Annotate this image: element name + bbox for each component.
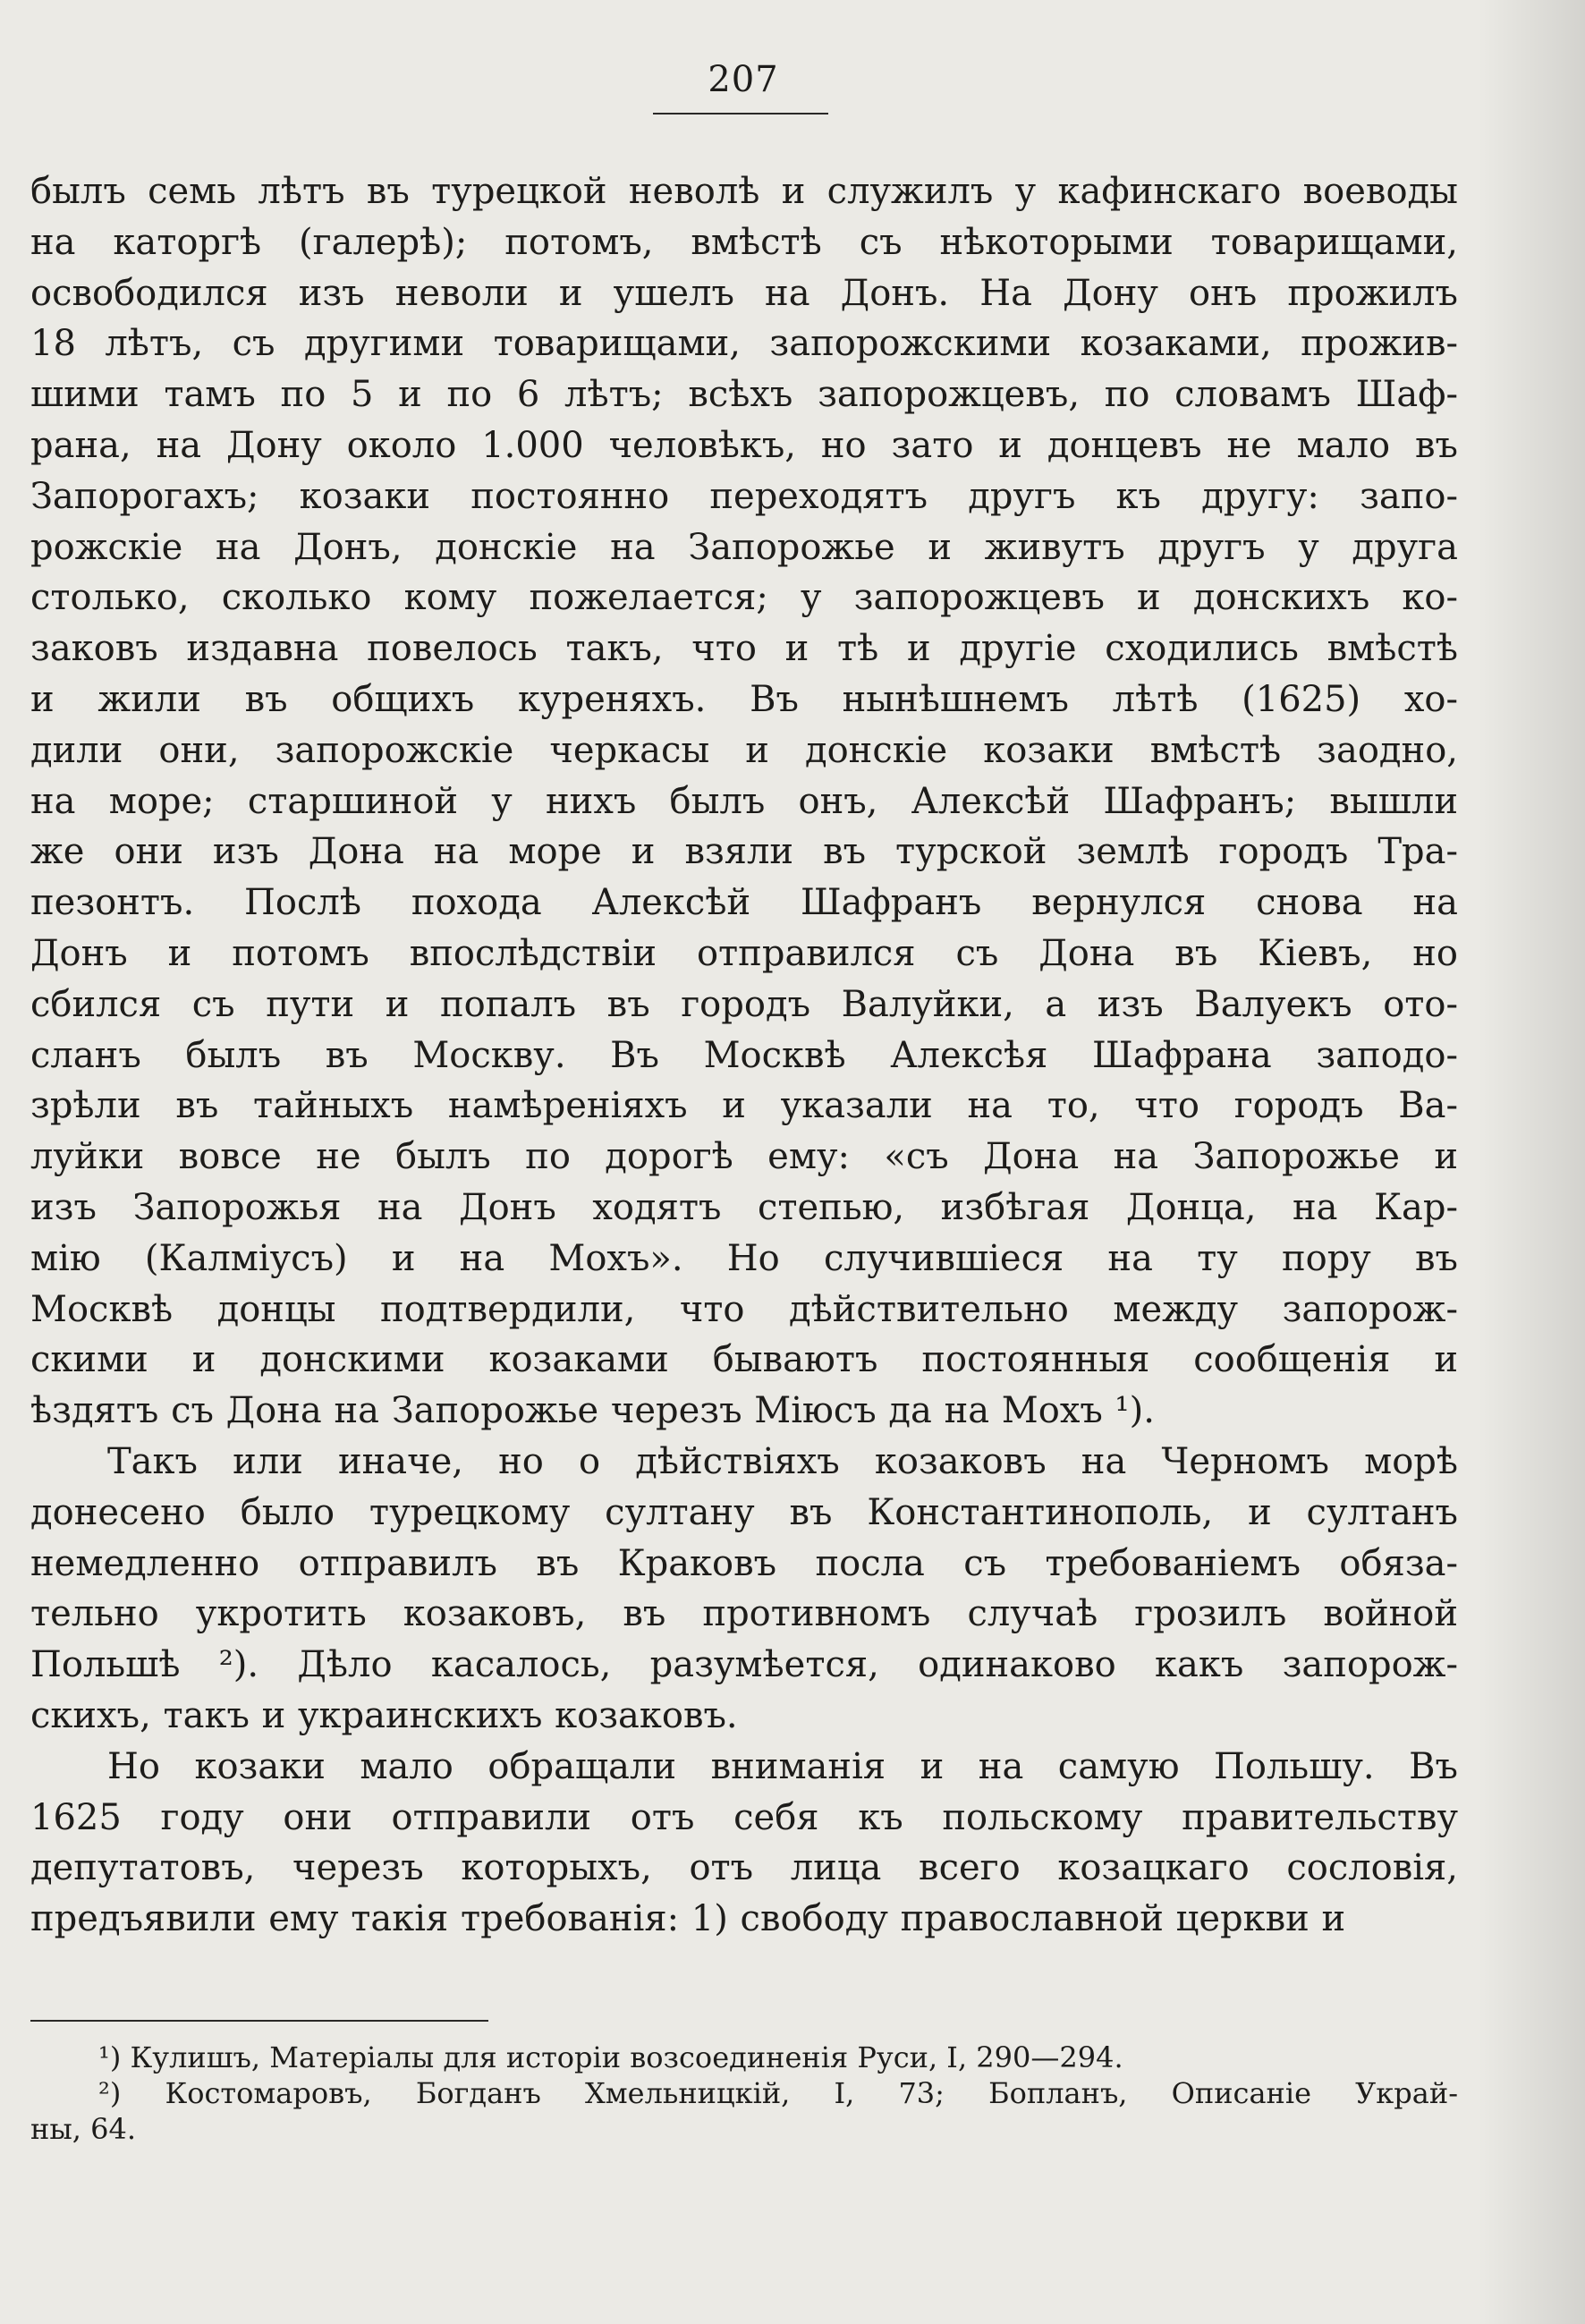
footnote xyxy=(30,2040,1458,2075)
text-line: пезонтъ. Послѣ похода Алексѣй Шафранъ вернулся снова на xyxy=(30,882,1458,924)
text-line: дили они, запорожскіе черкасы и донскіе козаки вмѣстѣ заодно, xyxy=(30,729,1458,771)
text-line: шими тамъ по 5 и по 6 лѣтъ; всѣхъ запорожцевъ, по словамъ Шаф- xyxy=(30,374,1458,416)
text-line: заковъ издавна повелось такъ, что и тѣ и другіе сходились вмѣстѣ xyxy=(30,628,1458,670)
text-line: же они изъ Дона на море и взяли въ турской землѣ городъ Тра- xyxy=(30,831,1458,873)
text-line: рана, на Дону около 1.000 человѣкъ, но зато и донцевъ не мало въ xyxy=(30,424,1458,466)
footnote-line: ¹) Кулишъ, Матеріалы для исторіи возсоединенія Руси, I, 290—294. xyxy=(98,2040,1123,2074)
text-line: сланъ былъ въ Москву. Въ Москвѣ Алексѣя Шафрана заподо- xyxy=(30,1034,1458,1076)
text-line: изъ Запорожья на Донъ ходятъ степью, избѣгая Донца, на Кар- xyxy=(30,1186,1458,1228)
footnotes xyxy=(30,2040,1458,2147)
text-line: сбился съ пути и попалъ въ городъ Валуйки, а изъ Валуекъ ото- xyxy=(30,983,1458,1025)
text-line: освободился изъ неволи и ушелъ на Донъ. На Дону онъ прожилъ xyxy=(30,272,1458,314)
text-line: Но козаки мало обращали вниманія и на самую Польшу. Въ xyxy=(107,1745,1458,1787)
text-line: донесено было турецкому султану въ Константинополь, и султанъ xyxy=(30,1491,1458,1533)
paragraph xyxy=(30,1437,1458,1742)
text-line: зрѣли въ тайныхъ намѣреніяхъ и указали на то, что городъ Ва- xyxy=(30,1085,1458,1127)
footnote-divider xyxy=(30,2020,488,2022)
text-line: и жили въ общихъ куреняхъ. Въ нынѣшнемъ лѣтѣ (1625) хо- xyxy=(30,678,1458,720)
text-line: предъявили ему такія требованія: 1) свободу православной церкви и xyxy=(30,1898,1346,1940)
footnote xyxy=(30,2075,1458,2147)
paragraph xyxy=(30,166,1458,1437)
text-line: скими и донскими козаками бываютъ постоянныя сообщенія и xyxy=(30,1339,1458,1381)
page-gutter-shadow xyxy=(1478,0,1585,2324)
text-line: рожскіе на Донъ, донскіе на Запорожье и живутъ другъ у друга xyxy=(30,526,1458,568)
text-line: тельно укротить козаковъ, въ противномъ случаѣ грозилъ войной xyxy=(30,1593,1458,1635)
text-line: столько, сколько кому пожелается; у запорожцевъ и донскихъ ко- xyxy=(30,577,1458,619)
page-number-rule xyxy=(653,113,828,115)
text-line: ѣздятъ съ Дона на Запорожье черезъ Міюсъ да на Мохъ ¹). xyxy=(30,1390,1155,1432)
text-line: Москвѣ донцы подтвердили, что дѣйствительно между запорож- xyxy=(30,1288,1458,1330)
page-number: 207 xyxy=(708,59,779,100)
text-line: былъ семь лѣтъ въ турецкой неволѣ и служилъ у кафинскаго воеводы xyxy=(30,171,1458,212)
text-line: на море; старшиной у нихъ былъ онъ, Алексѣй Шафранъ; вышли xyxy=(30,780,1458,822)
text-line: скихъ, такъ и украинскихъ козаковъ. xyxy=(30,1694,738,1736)
text-line: Донъ и потомъ впослѣдствіи отправился съ Дона въ Кіевъ, но xyxy=(30,932,1458,974)
text-line: немедленно отправилъ въ Краковъ посла съ требованіемъ обяза- xyxy=(30,1542,1458,1584)
footnote-line: ны, 64. xyxy=(30,2112,137,2146)
text-line: 1625 году они отправили отъ себя къ польскому правительству xyxy=(30,1796,1458,1838)
paragraph xyxy=(30,1742,1458,1945)
text-line: Польшѣ ²). Дѣло касалось, разумѣется, одинаково какъ запорож- xyxy=(30,1644,1458,1686)
text-line: депутатовъ, черезъ которыхъ, отъ лица всего козацкаго сословія, xyxy=(30,1847,1458,1889)
text-line: мію (Калміусъ) и на Мохъ». Но случившіеся на ту пору въ xyxy=(30,1237,1458,1279)
footnote-line: ²) Костомаровъ, Богданъ Хмельницкій, I, 73; Бопланъ, Описаніе Украй- xyxy=(98,2076,1458,2110)
text-line: Такъ или иначе, но о дѣйствіяхъ козаковъ на Черномъ морѣ xyxy=(107,1440,1458,1482)
body-text xyxy=(30,166,1458,1945)
text-line: 18 лѣтъ, съ другими товарищами, запорожскими козаками, прожив- xyxy=(30,323,1458,365)
text-line: Запорогахъ; козаки постоянно переходятъ другъ къ другу: запо- xyxy=(30,475,1458,517)
text-line: луйки вовсе не былъ по дорогѣ ему: «съ Дона на Запорожье и xyxy=(30,1136,1458,1178)
text-line: на каторгѣ (галерѣ); потомъ, вмѣстѣ съ нѣкоторыми товарищами, xyxy=(30,221,1458,263)
